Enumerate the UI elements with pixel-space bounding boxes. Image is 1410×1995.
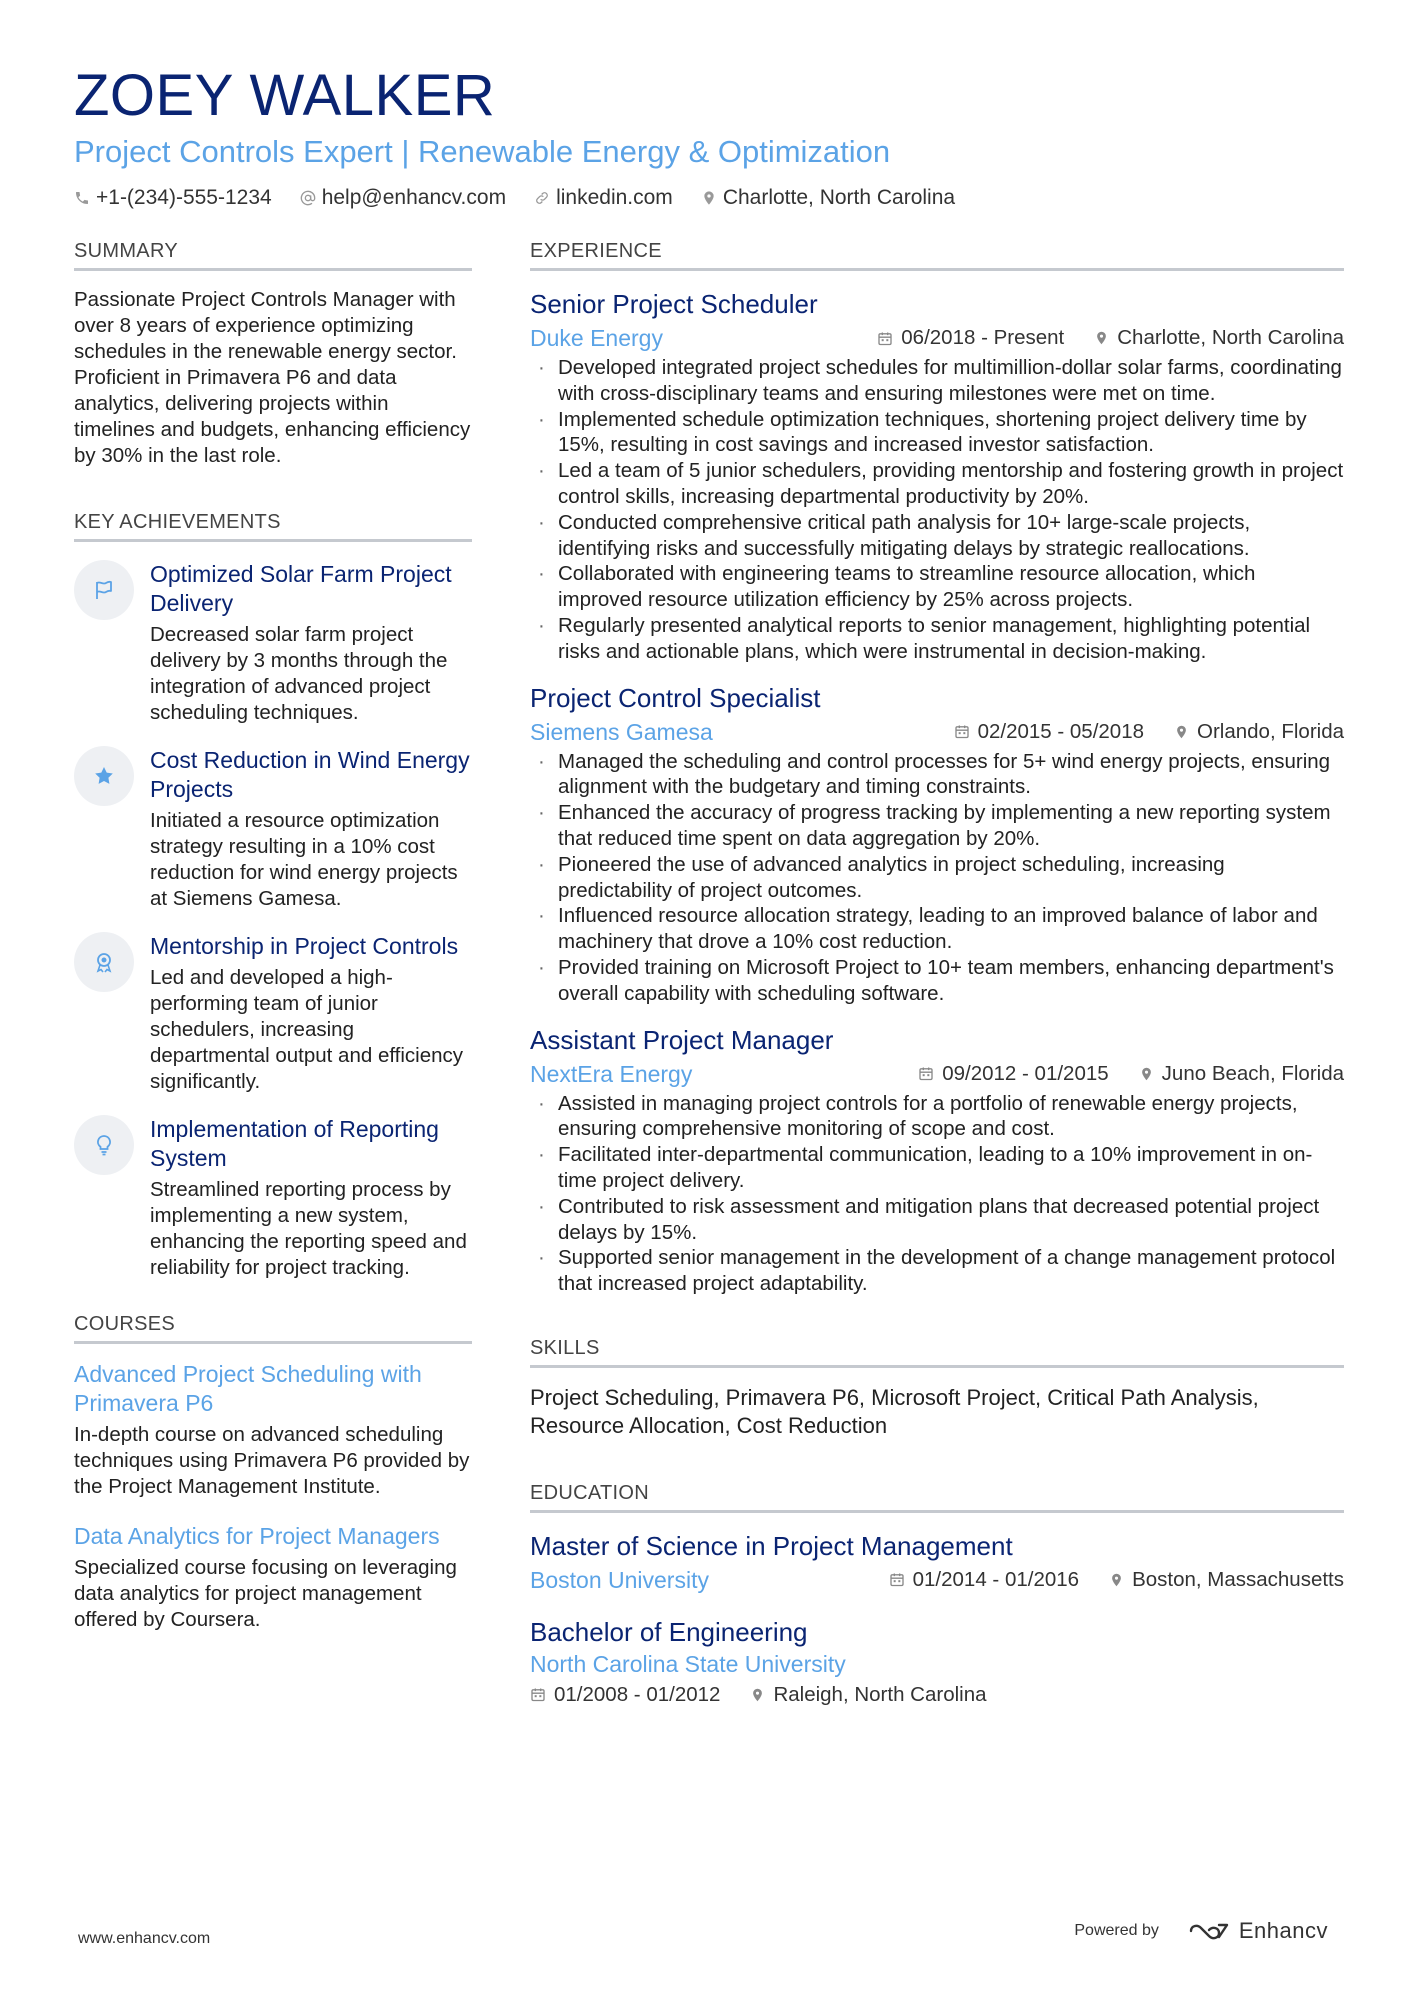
job-meta <box>530 1059 1344 1089</box>
achievement-title: Mentorship in Project Controls <box>150 933 459 959</box>
achievements-heading: KEY ACHIEVEMENTS <box>74 509 472 542</box>
course-desc: In-depth course on advanced scheduling techniques using Primavera P6 provided by the Project Management Institute. <box>74 1423 470 1498</box>
job-meta <box>530 717 1344 747</box>
summary-heading: SUMMARY <box>74 238 472 271</box>
contact-phone <box>74 186 272 210</box>
edu-dates <box>530 1683 720 1707</box>
link-icon <box>534 190 550 206</box>
job-bullets <box>530 749 1344 1007</box>
achievement-desc: Initiated a resource optimization strategy resulting in a 10% cost reduction for wind energy projects at Siemens Gamesa. <box>150 809 458 910</box>
left-column <box>74 238 472 1633</box>
job-location <box>1174 720 1344 744</box>
edu-meta <box>530 1683 1344 1707</box>
powered-by-text: Powered by <box>1074 1922 1159 1939</box>
achievement-item <box>74 560 472 726</box>
job-dates <box>918 1062 1108 1086</box>
edu-dates-text: 01/2014 - 01/2016 <box>912 1567 1080 1591</box>
education-entry <box>530 1615 1344 1707</box>
candidate-name: ZOEY WALKER <box>74 63 496 128</box>
linkedin-text: linkedin.com <box>556 186 673 209</box>
education-heading: EDUCATION <box>530 1480 1344 1513</box>
skills-section <box>530 1335 1344 1440</box>
location-pin-icon <box>1174 723 1189 741</box>
course-desc: Specialized course focusing on leveraging data analytics for project management offered by Coursera. <box>74 1556 457 1631</box>
job-entry <box>530 287 1344 665</box>
footer-powered <box>1074 1918 1328 1944</box>
edu-dates-text: 01/2008 - 01/2012 <box>554 1682 721 1706</box>
job-bullets <box>530 1091 1344 1297</box>
edu-degree: Bachelor of Engineering <box>530 1616 808 1647</box>
star-icon <box>74 746 134 806</box>
courses-heading: COURSES <box>74 1311 472 1344</box>
experience-section <box>530 238 1344 1297</box>
edu-school: Boston University <box>530 1566 709 1593</box>
achievements-list <box>74 560 472 1281</box>
skills-heading: SKILLS <box>530 1335 1344 1368</box>
job-bullet: · Managed the scheduling and control processes for 5+ wind energy projects, ensuring alignment with the budgetary and timing constraints. <box>530 749 1344 801</box>
contact-linkedin[interactable] <box>534 186 673 210</box>
enhancv-logo-icon <box>1187 1919 1231 1943</box>
phone-icon <box>74 190 90 206</box>
course-title: Advanced Project Scheduling with Primavera P6 <box>74 1361 422 1416</box>
job-location-text: Juno Beach, Florida <box>1161 1061 1344 1085</box>
calendar-icon <box>889 1571 905 1588</box>
job-bullet: · Pioneered the use of advanced analytics in project scheduling, increasing predictability of project outcomes. <box>530 852 1344 904</box>
edu-location-text: Raleigh, North Carolina <box>773 1682 987 1706</box>
edu-location <box>1109 1568 1344 1592</box>
achievement-title: Implementation of Reporting System <box>150 1116 439 1171</box>
email-text: help@enhancv.com <box>321 186 507 209</box>
achievement-desc: Decreased solar farm project delivery by 3 months through the integration of advanced project scheduling techniques. <box>150 623 448 724</box>
job-bullets <box>530 355 1344 665</box>
achievement-item <box>74 932 472 1095</box>
job-bullet: · Conducted comprehensive critical path analysis for 10+ large-scale projects, identifying risks and successfully mitigating delays by strategic reallocations. <box>530 510 1344 562</box>
location-pin-icon <box>1109 1571 1124 1589</box>
job-entry <box>530 1023 1344 1297</box>
achievement-item <box>74 746 472 912</box>
summary-section <box>74 238 472 469</box>
contact-location <box>701 186 955 210</box>
job-bullet: · Facilitated inter-departmental communication, leading to a 10% improvement in on-time project delivery. <box>530 1142 1344 1194</box>
edu-location-text: Boston, Massachusetts <box>1132 1567 1344 1591</box>
skills-text: Project Scheduling, Primavera P6, Microsoft Project, Critical Path Analysis, Resource Allocation, Cost Reduction <box>530 1384 1259 1438</box>
edu-degree: Master of Science in Project Management <box>530 1530 1013 1561</box>
summary-text: Passionate Project Controls Manager with over 8 years of experience optimizing schedules in the renewable energy sector. Proficient in Primavera P6 and data analytics, delivering projects within timelines and budgets, enhancing efficiency by 30% in the last role. <box>74 288 471 467</box>
location-text: Charlotte, North Carolina <box>722 186 956 209</box>
contact-row <box>74 186 1344 210</box>
medal-icon <box>74 932 134 992</box>
job-dates-text: 06/2018 - Present <box>901 326 1065 349</box>
location-pin-icon <box>1094 329 1109 347</box>
job-bullet: · Implemented schedule optimization techniques, shortening project delivery time by 15%, resulting in cost savings and increased investor satisfaction. <box>530 407 1344 459</box>
achievement-item <box>74 1115 472 1281</box>
flag-icon <box>74 560 134 620</box>
location-pin-icon <box>750 1686 765 1704</box>
contact-email[interactable] <box>300 186 506 210</box>
at-icon <box>300 190 316 206</box>
candidate-headline: Project Controls Expert | Renewable Energy & Optimization <box>74 134 891 169</box>
job-title: Assistant Project Manager <box>530 1024 834 1055</box>
job-bullet: · Influenced resource allocation strategy, leading to an improved balance of labor and machinery that drove a 10% cost reduction. <box>530 903 1344 955</box>
job-title: Project Control Specialist <box>530 682 821 713</box>
job-bullet: · Developed integrated project schedules for multimillion-dollar solar farms, coordinating with cross-disciplinary teams and ensuring milestones were met on time. <box>530 355 1344 407</box>
job-bullet: · Assisted in managing project controls for a portfolio of renewable energy projects, ensuring comprehensive monitoring of scope and cost. <box>530 1091 1344 1143</box>
resume-header <box>74 62 1344 210</box>
phone-text: +1-(234)-555-1234 <box>96 186 272 209</box>
achievement-desc: Led and developed a high-performing team of junior schedulers, increasing departmental output and efficiency significantly. <box>150 966 464 1093</box>
course-title: Data Analytics for Project Managers <box>74 1523 440 1549</box>
right-column <box>530 238 1344 1707</box>
job-company: Duke Energy <box>530 325 663 351</box>
job-dates-text: 02/2015 - 05/2018 <box>977 719 1145 743</box>
edu-meta <box>530 1565 1344 1595</box>
job-bullet: · Enhanced the accuracy of progress tracking by implementing a new reporting system that reduced time spent on data aggregation by 20%. <box>530 800 1344 852</box>
job-location-text: Charlotte, North Carolina <box>1117 326 1344 349</box>
course-item <box>74 1360 472 1500</box>
achievement-title: Cost Reduction in Wind Energy Projects <box>150 747 470 802</box>
location-pin-icon <box>701 189 717 207</box>
courses-section <box>74 1311 472 1633</box>
job-bullet: · Contributed to risk assessment and mitigation plans that decreased potential project delays by 15%. <box>530 1194 1344 1246</box>
job-title: Senior Project Scheduler <box>530 289 818 319</box>
job-bullet: · Collaborated with engineering teams to streamline resource allocation, which improved resource utilization efficiency by 25% across projects. <box>530 561 1344 613</box>
footer-website[interactable]: www.enhancv.com <box>78 1930 211 1947</box>
calendar-icon <box>530 1686 546 1703</box>
calendar-icon <box>918 1065 934 1082</box>
location-pin-icon <box>1139 1065 1154 1083</box>
job-dates-text: 09/2012 - 01/2015 <box>942 1061 1109 1085</box>
job-dates <box>954 720 1144 744</box>
achievement-desc: Streamlined reporting process by implementing a new system, enhancing the reporting speed and reliability for project tracking. <box>150 1178 467 1279</box>
job-bullet: · Regularly presented analytical reports to senior management, highlighting potential risks and actionable plans, which were instrumental in decision-making. <box>530 613 1344 665</box>
job-company: NextEra Energy <box>530 1060 693 1087</box>
education-section <box>530 1480 1344 1707</box>
edu-school: North Carolina State University <box>530 1650 846 1677</box>
experience-heading: EXPERIENCE <box>530 238 1344 271</box>
job-bullet: · Provided training on Microsoft Project to 10+ team members, enhancing department's overall capability with scheduling software. <box>530 955 1344 1007</box>
course-item <box>74 1522 472 1633</box>
job-company: Siemens Gamesa <box>530 718 713 745</box>
brand-name: Enhancv <box>1238 1918 1328 1943</box>
job-bullet: · Supported senior management in the development of a change management protocol that increased project adaptability. <box>530 1245 1344 1297</box>
job-location-text: Orlando, Florida <box>1197 719 1344 743</box>
job-dates <box>877 326 1064 350</box>
brand-logo[interactable] <box>1187 1918 1328 1944</box>
job-bullet: · Led a team of 5 junior schedulers, providing mentorship and fostering growth in project control skills, increasing departmental productivity by 20%. <box>530 458 1344 510</box>
edu-dates <box>889 1568 1079 1592</box>
job-meta <box>530 323 1344 353</box>
achievements-section <box>74 509 472 1281</box>
job-location <box>1139 1062 1344 1086</box>
calendar-icon <box>877 330 893 347</box>
lightbulb-icon <box>74 1115 134 1175</box>
achievement-title: Optimized Solar Farm Project Delivery <box>150 561 452 616</box>
edu-location <box>750 1683 986 1707</box>
job-entry <box>530 681 1344 1007</box>
calendar-icon <box>954 723 970 740</box>
job-location <box>1094 326 1344 350</box>
education-entry <box>530 1529 1344 1595</box>
